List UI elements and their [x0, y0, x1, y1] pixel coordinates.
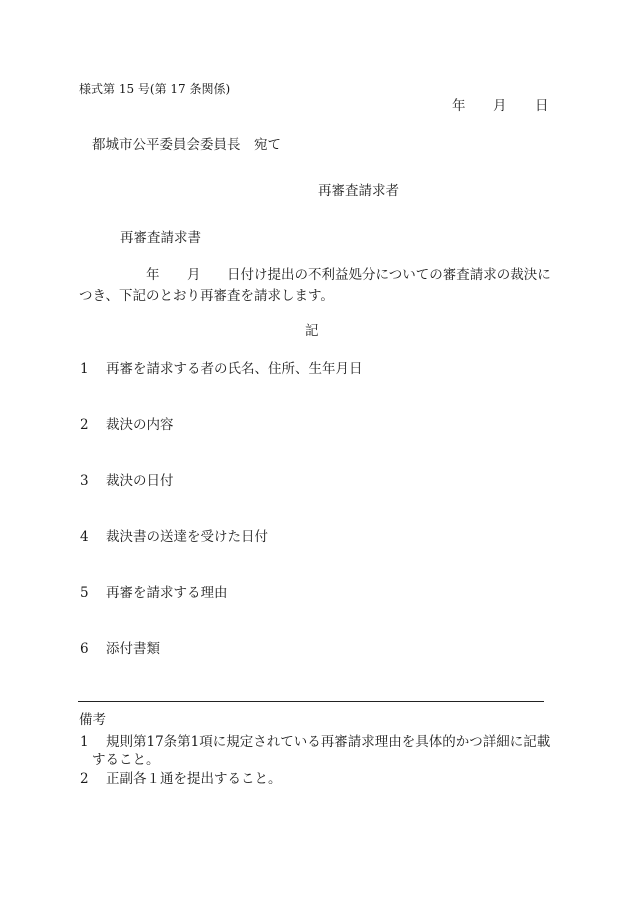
item-number: 2: [80, 417, 89, 433]
item-text: 裁決の内容: [106, 417, 174, 433]
ki-heading: 記: [305, 323, 319, 339]
form-label: 様式第 15 号(第 17 条関係): [79, 82, 231, 96]
note-text: 規則第17条第1項に規定されている再審請求理由を具体的かつ詳細に記載: [106, 734, 551, 750]
item-text: 再審を請求する理由: [106, 585, 228, 601]
item-number: 1: [80, 361, 89, 377]
document-title: 再審査請求書: [120, 230, 201, 246]
intro-line1: 日付け提出の不利益処分についての審査請求の裁決に: [227, 267, 551, 283]
intro-line2: つき、下記のとおり再審査を請求します。: [79, 288, 334, 304]
divider: [78, 701, 544, 702]
intro-year: 年: [146, 267, 160, 283]
date-month: 月: [493, 98, 507, 114]
item-number: 6: [80, 641, 89, 657]
item-number: 4: [80, 529, 89, 545]
item-text: 再審を請求する者の氏名、住所、生年月日: [106, 361, 363, 377]
date-day: 日: [535, 98, 549, 114]
item-number: 5: [80, 585, 89, 601]
list-item: [80, 640, 160, 658]
date-year: 年: [452, 98, 466, 114]
intro-month: 月: [187, 267, 201, 283]
item-number: 3: [80, 473, 89, 489]
note-number: 2: [80, 771, 89, 787]
remark-note: [80, 770, 282, 788]
remarks-heading: 備考: [79, 712, 106, 728]
list-item: [80, 472, 174, 490]
item-text: 裁決の日付: [106, 473, 174, 489]
list-item: [80, 360, 363, 378]
list-item: [80, 528, 268, 546]
addressee: 都城市公平委員会委員長 宛て: [92, 137, 281, 153]
note-text: 正副各１通を提出すること。: [106, 771, 282, 787]
note-text-continued: すること。: [92, 752, 160, 768]
list-item: [80, 416, 174, 434]
item-text: 添付書類: [106, 641, 160, 657]
requester-label: 再審査請求者: [318, 183, 399, 199]
list-item: [80, 584, 228, 602]
item-text: 裁決書の送達を受けた日付: [106, 529, 268, 545]
note-number: 1: [80, 734, 89, 750]
remark-note: [80, 733, 550, 751]
